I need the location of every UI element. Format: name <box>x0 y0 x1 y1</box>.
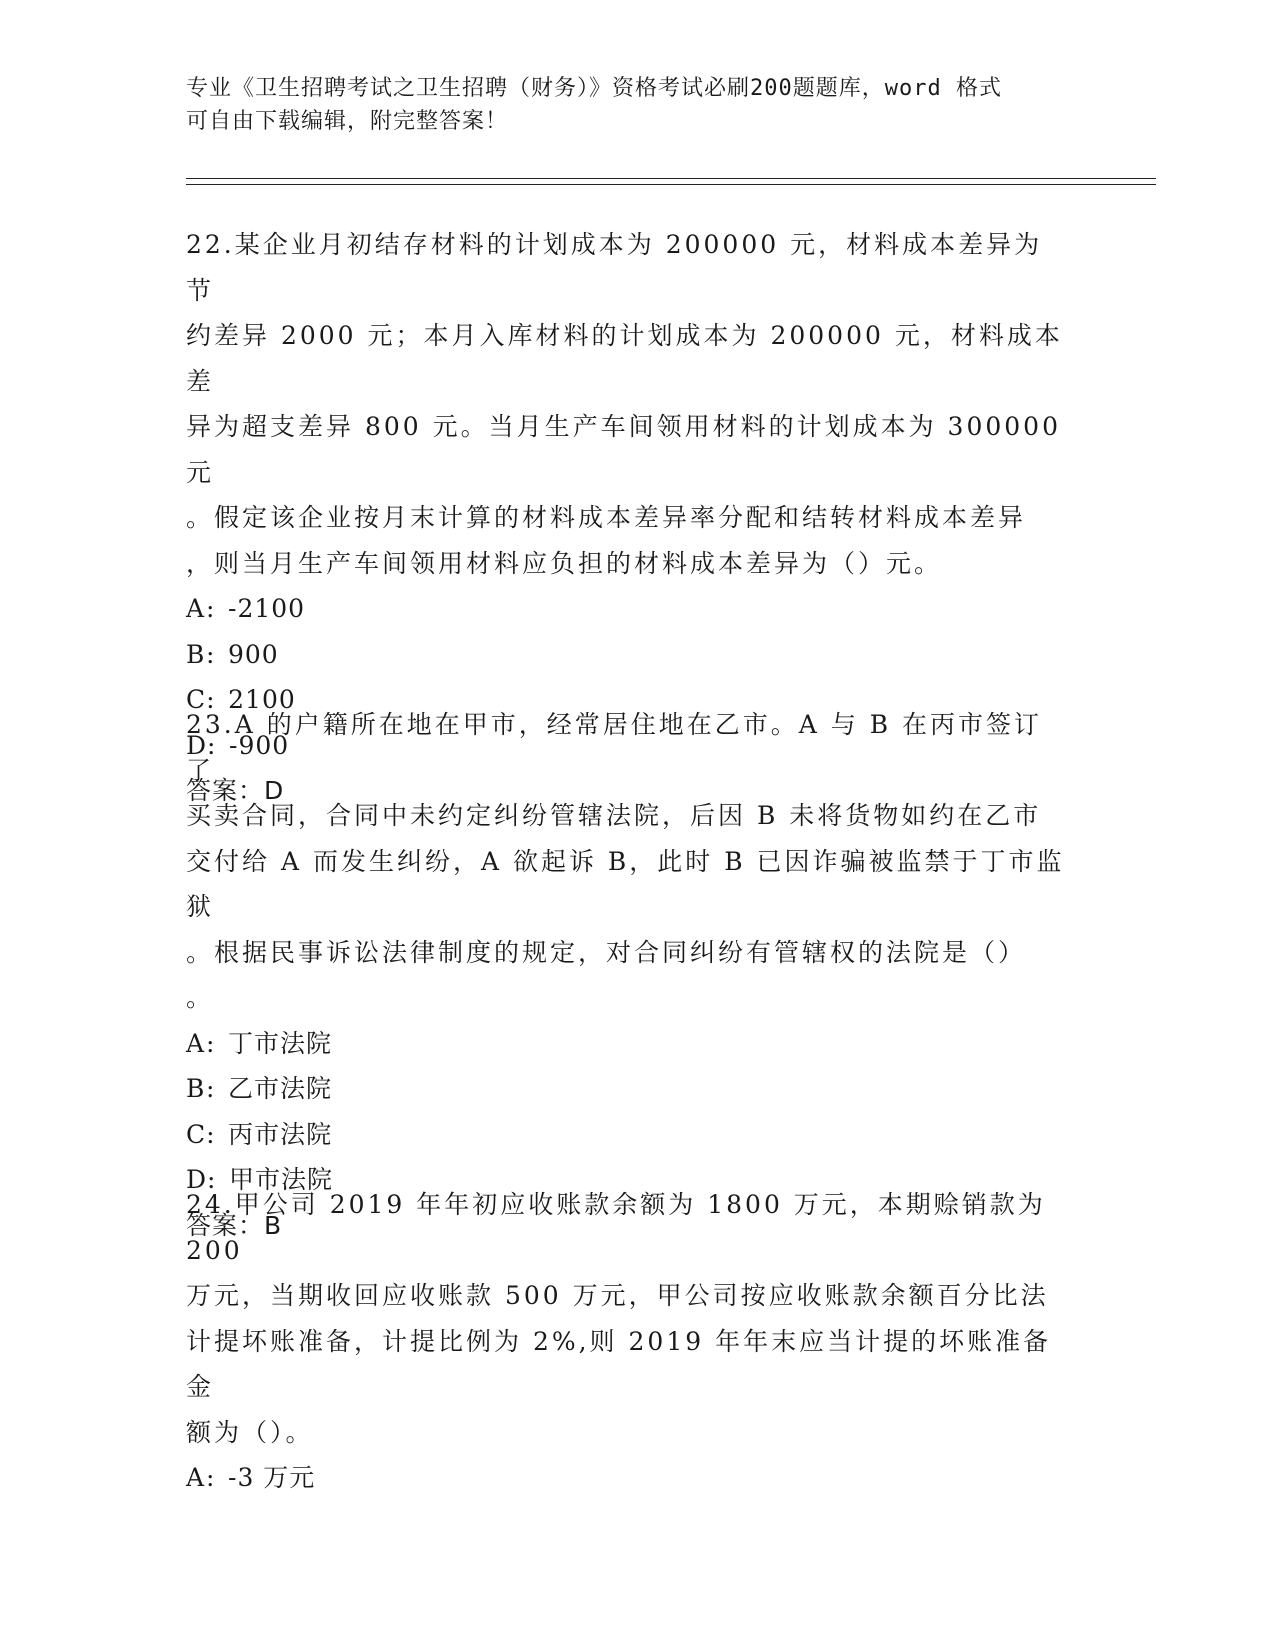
question-stem <box>186 1182 1066 1455</box>
answer-line: 答案：B <box>186 1210 283 1240</box>
option-text: -900 <box>229 730 290 760</box>
stem-line: 额为（）。 <box>186 1417 314 1447</box>
option-text: -3 万元 <box>228 1463 316 1492</box>
stem-line: 计提坏账准备，计提比例为 2%,则 2019 年年末应当计提的坏账准备金 <box>186 1326 1052 1401</box>
stem-line: 24.甲公司 2019 年年初应收账款余额为 1800 万元，本期赊销款为 200 <box>186 1190 1046 1265</box>
question-24 <box>186 1182 1066 1501</box>
stem-line: 23.A 的户籍所在地在甲市，经常居住地在乙市。A 与 B 在丙市签订了 <box>186 710 1043 785</box>
question-stem <box>186 222 1066 586</box>
question-23 <box>186 702 1066 1248</box>
option-text: -2100 <box>228 594 306 623</box>
stem-line: 22.某企业月初结存材料的计划成本为 200000 元，材料成本差异为节 <box>186 230 1043 305</box>
stem-line: 。根据民事诉讼法律制度的规定，对合同纠纷有管辖权的法院是（） <box>186 937 1027 967</box>
option-d: D: 甲市法院 <box>186 1165 334 1194</box>
option-text: 丙市法院 <box>228 1119 333 1149</box>
document-header <box>186 72 1056 138</box>
option-text: 甲市法院 <box>229 1165 334 1194</box>
option-text: 900 <box>228 639 279 669</box>
option-c: C: 丙市法院 <box>186 1119 333 1149</box>
stem-line: 。假定该企业按月末计算的材料成本差异率分配和结转材料成本差异 <box>186 503 1027 532</box>
header-line-2: 可自由下载编辑，附完整答案！ <box>186 109 509 134</box>
stem-line: 万元，当期收回应收账款 500 万元，甲公司按应收账款余额百分比法 <box>186 1281 1049 1310</box>
option-text: 丁市法院 <box>228 1028 333 1058</box>
header-divider <box>186 178 1156 185</box>
option-list <box>186 1021 1066 1203</box>
stem-line: ，则当月生产车间领用材料应负担的材料成本差异为（）元。 <box>186 548 943 578</box>
option-a: A: -2100 <box>186 594 306 623</box>
option-list <box>186 1455 1066 1501</box>
option-text: 2100 <box>228 685 296 714</box>
stem-line: 异为超支差异 800 元。当月生产车间领用材料的计划成本为 300000 元 <box>186 412 1061 487</box>
stem-line: 。 <box>186 983 215 1012</box>
stem-line: 交付给 A 而发生纠纷，A 欲起诉 B，此时 B 已因诈骗被监禁于丁市监狱 <box>186 846 1065 921</box>
option-b: B: 900 <box>186 639 279 669</box>
option-c: C: 2100 <box>186 685 296 714</box>
answer-line: 答案：D <box>186 776 285 805</box>
question-stem <box>186 702 1066 1021</box>
option-a: A: -3 万元 <box>186 1463 316 1492</box>
option-text: 乙市法院 <box>228 1074 333 1103</box>
stem-line: 买卖合同，合同中未约定纠纷管辖法院，后因 B 未将货物如约在乙市 <box>186 801 1042 830</box>
option-a: A: 丁市法院 <box>186 1028 333 1058</box>
option-b: B: 乙市法院 <box>186 1074 333 1103</box>
stem-line: 约差异 2000 元；本月入库材料的计划成本为 200000 元，材料成本差 <box>186 321 1063 396</box>
option-d: D: -900 <box>186 730 290 760</box>
header-line-1: 专业《卫生招聘考试之卫生招聘（财务）》资格考试必刷200题题库，word 格式 <box>186 76 1002 101</box>
